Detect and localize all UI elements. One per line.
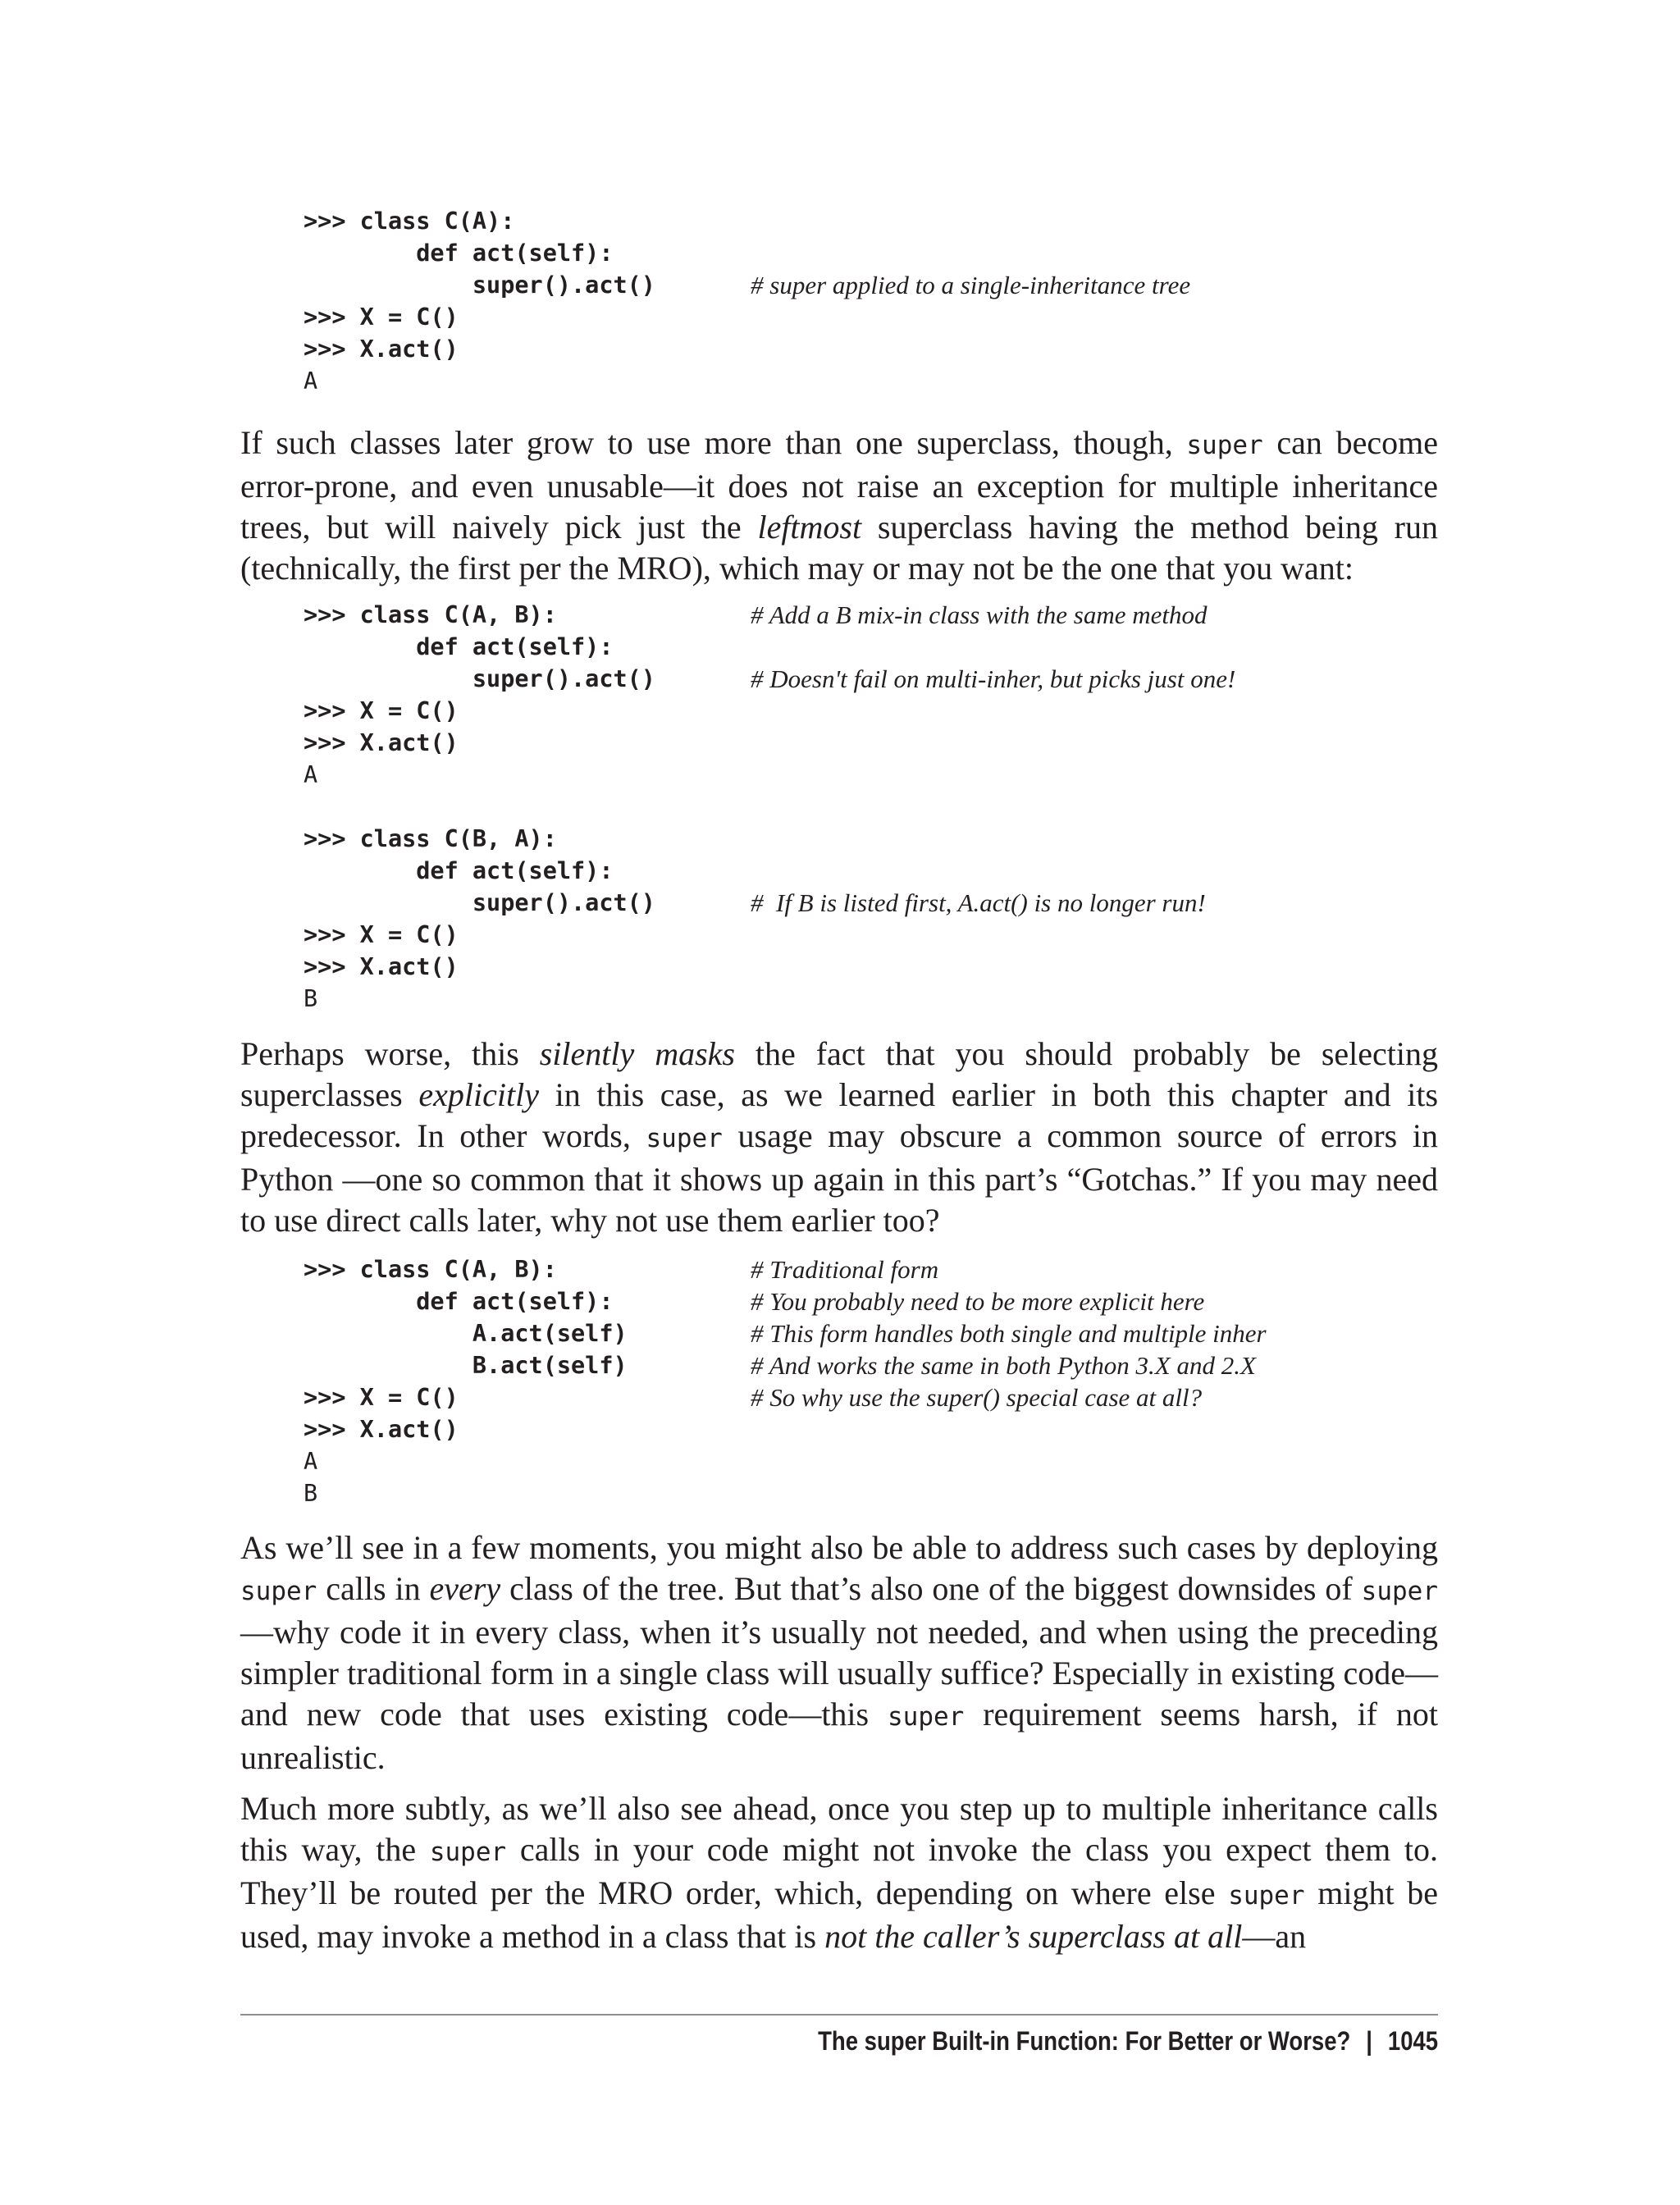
code-line: B.act(self) # And works the same in both Python 3.X and 2.X <box>304 1351 1256 1380</box>
inline-code: super <box>240 1577 317 1606</box>
code-line: >>> X.act() <box>304 336 459 363</box>
footer-section-title: The super Built-in Function: For Better or Worse? <box>817 2026 1351 2056</box>
code-line: def act(self): <box>304 633 614 660</box>
code-output-line: B <box>304 985 318 1012</box>
inline-code: super <box>429 1838 507 1867</box>
code-comment: # Doesn't fail on multi-inher, but picks just one! <box>751 664 1236 693</box>
code-comment: # So why use the super() special case at all? <box>751 1383 1203 1412</box>
emphasis: silently masks <box>539 1035 735 1072</box>
page-number: 1045 <box>1387 2026 1438 2056</box>
emphasis: leftmost <box>757 509 862 546</box>
code-line: >>> X = C() <box>304 304 459 331</box>
code-block-2 <box>304 599 1236 1015</box>
code-comment: # super applied to a single-inheritance tree <box>751 271 1191 299</box>
inline-code: super <box>1228 1881 1305 1911</box>
code-line: >>> X = C() # So why use the super() special case at all? <box>304 1383 1203 1412</box>
inline-code: super <box>1361 1577 1438 1606</box>
inline-code: super <box>888 1702 965 1732</box>
code-comment: # Add a B mix-in class with the same method <box>751 600 1208 629</box>
code-line: >>> X.act() <box>304 953 459 980</box>
code-comment: # Traditional form <box>751 1255 939 1284</box>
code-line: super().act() # Doesn't fail on multi-inher, but picks just one! <box>304 664 1236 693</box>
code-comment: # If B is listed first, A.act() is no longer run! <box>751 888 1206 917</box>
footer-rule <box>240 2014 1438 2016</box>
code-line: A.act(self) # This form handles both single and multiple inher <box>304 1319 1267 1348</box>
code-line: >>> class C(A): <box>304 208 515 235</box>
code-line: >>> X.act() <box>304 1416 459 1443</box>
code-line: def act(self): <box>304 240 614 267</box>
code-output-line: A <box>304 368 318 395</box>
emphasis: not the caller’s superclass at all <box>824 1918 1243 1955</box>
body-paragraph-4: Much more subtly, as we’ll also see ahead, once you step up to multiple inheritance calls this way, the super calls in your code might not invoke the class you expect them to. They’ll be routed per the MRO order, which, depending on where else super might be used, may invoke a method in a class that is not the caller’s superclass at all—an <box>240 1790 1439 1955</box>
page-footer <box>818 2025 1438 2057</box>
code-block-1 <box>304 205 1191 397</box>
code-comment: # You probably need to be more explicit here <box>751 1287 1205 1316</box>
code-line: super().act() # If B is listed first, A.act() is no longer run! <box>304 888 1206 917</box>
body-paragraph-2: Perhaps worse, this silently masks the fact that you should probably be selecting superclasses explicitly in this case, as we learned earlier in both this chapter and its predecessor. In other words, super usage may obscure a common source of errors in Python —one so common that it shows up again in this part’s “Gotchas.” If you may need to use direct calls later, why not use them earlier too? <box>240 1035 1439 1239</box>
code-block-3 <box>304 1253 1267 1509</box>
emphasis: every <box>429 1570 501 1607</box>
body-paragraph-1: If such classes later grow to use more than one superclass, though, super can become error-prone, and even unusable—it does not raise an exception for multiple inheritance trees, but will naively pick just the leftmost superclass having the method being run (technically, the first per the MRO), which may or may not be the one that you want: <box>240 424 1439 587</box>
code-output-line: A <box>304 761 318 788</box>
inline-code: super <box>1186 431 1263 460</box>
code-line: >>> class C(B, A): <box>304 825 557 852</box>
code-comment: # And works the same in both Python 3.X and 2.X <box>751 1351 1256 1380</box>
code-line: super().act() # super applied to a single-inheritance tree <box>304 271 1191 299</box>
code-line: >>> class C(A, B): # Add a B mix-in class with the same method <box>304 600 1208 629</box>
footer-separator: | <box>1366 2026 1372 2056</box>
code-output-line: A <box>304 1448 318 1475</box>
code-output-line: B <box>304 1480 318 1507</box>
emphasis: explicitly <box>418 1076 539 1113</box>
code-line: >>> class C(A, B): # Traditional form <box>304 1255 939 1284</box>
code-line: >>> X = C() <box>304 921 459 948</box>
code-blank-line <box>304 791 655 823</box>
code-line: def act(self): # You probably need to be more explicit here <box>304 1287 1205 1316</box>
code-comment: # This form handles both single and multiple inher <box>751 1319 1267 1348</box>
inline-code: super <box>646 1124 723 1153</box>
body-paragraph-3: As we’ll see in a few moments, you might also be able to address such cases by deploying super calls in every class of the tree. But that’s also one of the biggest downsides of super—why code it in every class, when it’s usually not needed, and when using the preceding simpler traditional form in a single class will usually suffice? Especially in existing code—and new code that uses existing code—this super requirement seems harsh, if not unrealistic. <box>240 1529 1439 1776</box>
code-line: def act(self): <box>304 857 614 884</box>
code-line: >>> X.act() <box>304 729 459 756</box>
code-line: >>> X = C() <box>304 697 459 724</box>
